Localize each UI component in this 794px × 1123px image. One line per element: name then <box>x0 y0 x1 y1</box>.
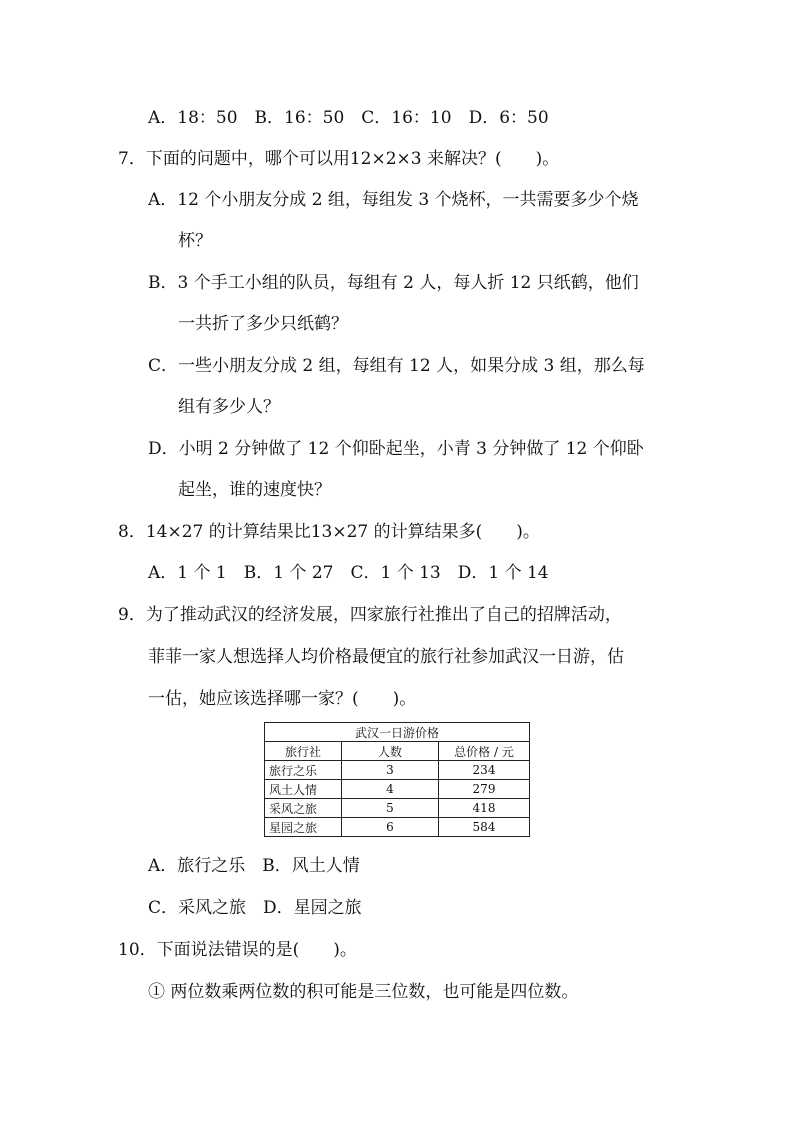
q7-option-c-line1: C．一些小朋友分成 2 组，每组有 12 人，如果分成 3 组，那么每 <box>148 356 645 376</box>
q7-option-b-line2: 一共折了多少只纸鹤？ <box>178 314 348 334</box>
q6-options: A．18：50 B．16：50 C．16：10 D．6：50 <box>148 108 549 128</box>
table-row <box>265 818 530 837</box>
q9-options-ab: A．旅行之乐 B．风土人情 <box>148 856 360 876</box>
cell-price: 234 <box>439 761 530 780</box>
q9-options-cd: C．采风之旅 D．星园之旅 <box>148 898 362 918</box>
q7-option-b-line1: B．3 个手工小组的队员，每组有 2 人，每人折 12 只纸鹤，他们 <box>148 273 639 293</box>
q8-options: A．1 个 1 B．1 个 27 C．1 个 13 D．1 个 14 <box>148 563 549 583</box>
q7-option-a-line2: 杯？ <box>178 231 212 251</box>
q9-line2: 菲菲一家人想选择人均价格最便宜的旅行社参加武汉一日游，估 <box>148 647 624 667</box>
cell-agency: 旅行之乐 <box>265 761 342 780</box>
q7-option-d-line1: D．小明 2 分钟做了 12 个仰卧起坐，小青 3 分钟做了 12 个仰卧 <box>148 439 644 459</box>
cell-agency: 采风之旅 <box>265 799 342 818</box>
price-table-title-row <box>265 723 530 742</box>
q9-line1: 9．为了推动武汉的经济发展，四家旅行社推出了自己的招牌活动， <box>118 605 622 625</box>
header-agency: 旅行社 <box>265 742 342 761</box>
q8-stem: 8．14×27 的计算结果比13×27 的计算结果多( )。 <box>118 522 540 542</box>
cell-price: 584 <box>439 818 530 837</box>
cell-people: 3 <box>342 761 439 780</box>
q10-item-1: ① 两位数乘两位数的积可能是三位数，也可能是四位数。 <box>148 982 579 1002</box>
price-table <box>264 722 530 837</box>
cell-people: 4 <box>342 780 439 799</box>
price-table-header-row <box>265 742 530 761</box>
q7-stem: 7．下面的问题中，哪个可以用12×2×3 来解决？( )。 <box>118 149 560 169</box>
cell-agency: 风土人情 <box>265 780 342 799</box>
q7-option-a-line1: A．12 个小朋友分成 2 组，每组发 3 个烧杯，一共需要多少个烧 <box>148 190 639 210</box>
table-row <box>265 799 530 818</box>
q7-option-c-line2: 组有多少人？ <box>178 397 280 417</box>
price-table-title: 武汉一日游价格 <box>265 723 530 742</box>
cell-agency: 星园之旅 <box>265 818 342 837</box>
cell-people: 5 <box>342 799 439 818</box>
q9-line3: 一估，她应该选择哪一家？( )。 <box>148 689 417 709</box>
q10-stem: 10．下面说法错误的是( )。 <box>118 940 357 960</box>
cell-price: 418 <box>439 799 530 818</box>
q7-option-d-line2: 起坐，谁的速度快？ <box>178 480 331 500</box>
cell-people: 6 <box>342 818 439 837</box>
table-row <box>265 761 530 780</box>
header-people: 人数 <box>342 742 439 761</box>
header-total-price: 总价格 / 元 <box>439 742 530 761</box>
table-row <box>265 780 530 799</box>
cell-price: 279 <box>439 780 530 799</box>
